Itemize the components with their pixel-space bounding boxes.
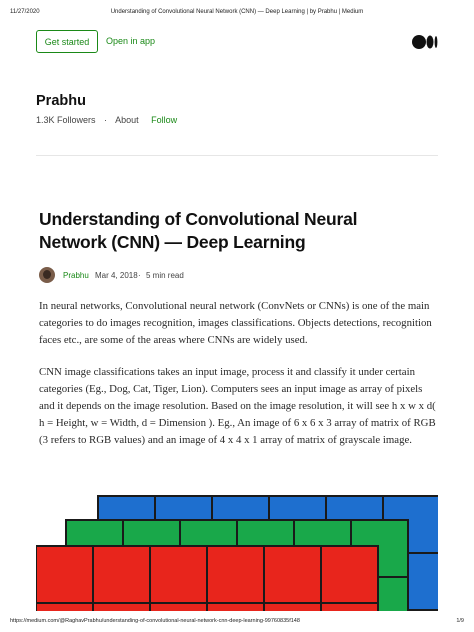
medium-logo-icon[interactable] — [412, 35, 438, 49]
print-title: Understanding of Convolutional Neural Network (CNN) — Deep Learning | by Prabhu | Medium — [110, 9, 364, 15]
author-name[interactable]: Prabhu — [36, 93, 86, 109]
page-number: 1/9 — [456, 618, 464, 624]
matrix-cell — [264, 603, 321, 611]
byline-separator: · — [138, 271, 141, 280]
print-url: https://medium.com/@RaghavPrabhu/understanding-of-convolutional-neural-network-cnn-deep-learning-99760835f148 — [10, 618, 300, 624]
publish-date[interactable]: Mar 4, 2018 — [95, 271, 138, 280]
article-paragraph-1: In neural networks, Convolutional neural network (ConvNets or CNNs) is one of the main categories to do images recognition, images classifications. Objects detections, recognition faces etc., are some of the areas where CNNs are widely used. — [39, 300, 432, 346]
matrix-cell — [264, 546, 321, 603]
print-footer — [10, 618, 464, 628]
article-title: Understanding of Convolutional Neural Network (CNN) — Deep Learning — [39, 209, 358, 252]
red-channel-layer — [36, 546, 378, 611]
matrix-cell — [321, 603, 378, 611]
matrix-cell — [207, 603, 264, 611]
divider — [36, 155, 438, 156]
follow-button[interactable]: Follow — [151, 115, 178, 125]
byline-author[interactable]: Prabhu — [63, 271, 89, 280]
article-paragraph-2: CNN image classifications takes an input image, process it and classify it under certain categories (Eg., Dog, Cat, Tiger, Lion). Computers sees an input image as array of pixels and it depends on the image resolution. Based on the image resolution, it will see h x w x d( h = Height, w = Width, d = Dimension ). Eg., An image of 6 x 6 x 3 array of matrix of RGB (3 refers to RGB values) and an image of 4 x 4 x 1 array of matrix of grayscale image. — [39, 366, 436, 446]
about-link[interactable]: About — [115, 115, 139, 125]
matrix-cell — [93, 546, 150, 603]
matrix-cell — [321, 546, 378, 603]
matrix-cell — [93, 603, 150, 611]
get-started-button[interactable]: Get started — [36, 30, 98, 53]
rgb-array-figure — [36, 491, 438, 611]
top-bar — [36, 30, 438, 54]
avatar[interactable] — [39, 267, 55, 283]
open-in-app-link[interactable]: Open in app — [106, 36, 156, 46]
author-meta — [36, 115, 177, 125]
meta-separator: · — [104, 115, 108, 125]
followers-count[interactable]: 1.3K Followers — [36, 115, 96, 125]
matrix-cell — [207, 546, 264, 603]
matrix-cell — [36, 546, 93, 603]
matrix-cell — [150, 546, 207, 603]
print-date: 11/27/2020 — [10, 9, 40, 15]
matrix-cell — [36, 603, 93, 611]
print-header — [10, 9, 464, 19]
read-time: 5 min read — [146, 271, 184, 280]
matrix-cell — [150, 603, 207, 611]
